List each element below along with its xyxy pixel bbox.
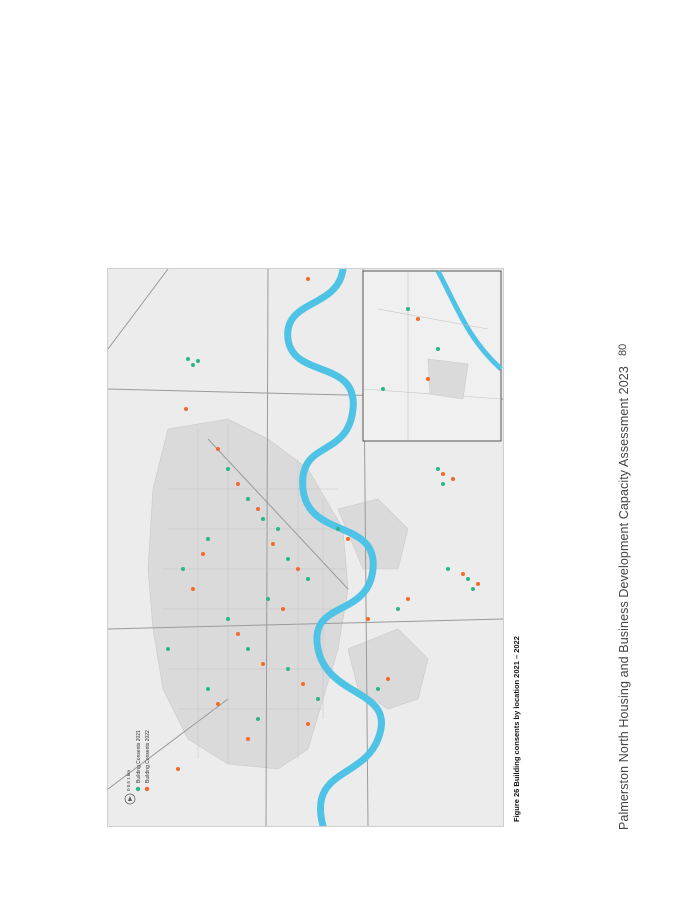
map-legend [126,730,151,791]
legend-2021-marker [136,787,140,791]
inset-map [363,271,501,441]
legend-2022-marker [145,787,149,791]
page-number: 80 [617,343,629,356]
document-title: Palmerston North Housing and Business Development Capacity Assessment 2023 [617,366,631,830]
legend-2022-label: Building Consents 2022 [145,730,151,783]
north-arrow-icon [125,794,135,804]
figure-caption: Figure 26 Building consents by location 2021 – 2022 [512,636,521,822]
scale-bar-label: 0 0.5 1 km [126,769,131,791]
urban-area [148,419,428,769]
legend-2021-label: Building Consents 2021 [136,730,142,783]
building-consents-map [107,268,504,827]
map-canvas [108,269,503,826]
